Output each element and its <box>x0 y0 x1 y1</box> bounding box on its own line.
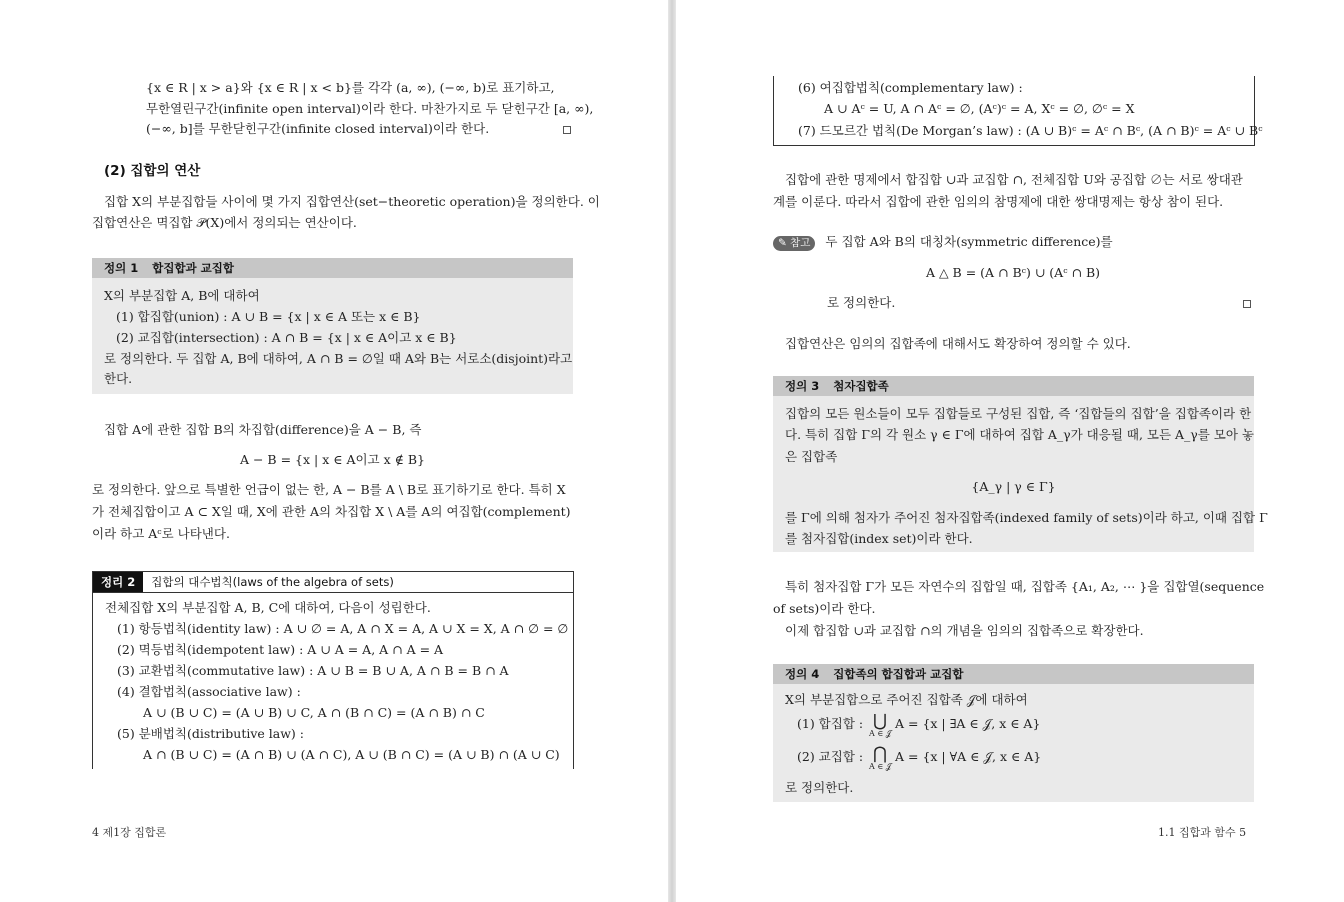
indexed-family-formula: {A_γ | γ ∈ Γ} <box>971 479 1056 494</box>
symmetric-difference-formula: A △ B = (A ∩ Bᶜ) ∪ (Aᶜ ∩ B) <box>925 265 1101 280</box>
theorem-law-line: (5) 분배법칙(distributive law) : <box>117 726 304 741</box>
sequence-line: 특히 첨자집합 Γ가 모든 자연수의 집합일 때, 집합족 {A₁, A₂, ⋯ }을 집합열(sequence <box>785 579 1265 594</box>
union-label: (1) 합집합 : <box>797 716 864 731</box>
sequence-line: of sets)이라 한다. <box>773 601 876 616</box>
end-of-proof-mark <box>563 126 571 134</box>
theorem-line: 전체집합 X의 부분집합 A, B, C에 대하여, 다음이 성립한다. <box>105 600 431 615</box>
definition-title: 집합족의 합집합과 교집합 <box>833 667 964 681</box>
definition-4-body <box>773 684 1254 802</box>
page-gutter <box>668 0 676 902</box>
definition-line: 를 첨자집합(index set)이라 한다. <box>785 531 973 546</box>
theorem-law-line: (1) 항등법칙(identity law) : A ∪ ∅ = A, A ∩ X = A, A ∪ X = X, A ∩ ∅ = ∅ <box>117 621 569 636</box>
definition-4-header <box>773 664 1254 684</box>
union-subscript: A ∈ 𝒥 <box>869 729 892 738</box>
page-footer: 1.1 집합과 함수 5 <box>1158 826 1247 839</box>
definition-line: (1) 합집합(union) : A ∪ B = {x | x ∈ A 또는 x ∈ B} <box>116 309 421 324</box>
theorem-law-formula: A ∪ (B ∪ C) = (A ∪ B) ∪ C, A ∩ (B ∩ C) = (A ∩ B) ∩ C <box>143 705 485 720</box>
definition-line: 집합의 모든 원소들이 모두 집합들로 구성된 집합, 즉 ‘집합들의 집합’을 집합족이라 한 <box>785 406 1252 421</box>
definition-line: 한다. <box>104 371 133 386</box>
definition-1-body <box>92 278 573 394</box>
difference-line: 이라 하고 Aᶜ로 나타낸다. <box>92 526 230 541</box>
duality-line: 계를 이룬다. 따라서 집합에 관한 임의의 참명제에 대한 쌍대명제는 항상 참이 된다. <box>773 194 1224 209</box>
theorem-law-line: (7) 드모르간 법칙(De Morgan’s law) : (A ∪ B)ᶜ = Aᶜ ∩ Bᶜ, (A ∩ B)ᶜ = Aᶜ ∪ Bᶜ <box>798 123 1263 138</box>
reference-note <box>773 233 1113 251</box>
definition-line: 다. 특히 집합 Γ의 각 원소 γ ∈ Γ에 대하여 집합 A_γ가 대응될 때, 모든 A_γ를 모아 놓 <box>785 427 1255 442</box>
definition-line: X의 부분집합 A, B에 대하여 <box>104 288 260 303</box>
section-title: (2) 집합의 연산 <box>104 163 201 179</box>
intersection-formula: A = {x | ∀A ∈ 𝒥, x ∈ A} <box>895 749 1042 764</box>
big-intersection-symbol: ⋂ <box>873 744 887 764</box>
theorem-law-formula: A ∩ (B ∪ C) = (A ∩ B) ∪ (A ∩ C), A ∪ (B ∩ C) = (A ∪ B) ∩ (A ∪ C) <box>143 747 560 762</box>
definition-line: 은 집합족 <box>785 449 838 464</box>
theorem-law-formula: A ∪ Aᶜ = U, A ∩ Aᶜ = ∅, (Aᶜ)ᶜ = A, Xᶜ = ∅, ∅ᶜ = X <box>824 101 1135 116</box>
intro-line: 무한열린구간(infinite open interval)이라 한다. 마찬가지로 두 닫힌구간 [a, ∞), <box>146 101 594 116</box>
extension-text: 집합연산은 임의의 집합족에 대해서도 확장하여 정의할 수 있다. <box>785 336 1131 351</box>
definition-line: 를 Γ에 의해 첨자가 주어진 첨자집합족(indexed family of sets)이라 하고, 이때 집합 Γ <box>785 510 1268 525</box>
section-text-line: 집합연산은 멱집합 𝒫(X)에서 정의되는 연산이다. <box>92 215 357 230</box>
theorem-law-line: (6) 여집합법칙(complementary law) : <box>798 80 1023 95</box>
definition-3-header <box>773 376 1254 396</box>
reference-end: 로 정의한다. <box>827 295 896 310</box>
sequence-line: 이제 합집합 ∪과 교집합 ∩의 개념을 임의의 집합족으로 확장한다. <box>785 623 1144 638</box>
theorem-title: 집합의 대수법칙(laws of the algebra of sets) <box>151 575 394 589</box>
section-text-line: 집합 X의 부분집합들 사이에 몇 가지 집합연산(set−theoretic operation)을 정의한다. 이 <box>104 194 600 209</box>
reference-badge: ✎ 참고 <box>773 236 815 251</box>
theorem-2-header <box>93 572 394 592</box>
theorem-law-line: (4) 결합법칙(associative law) : <box>117 684 301 699</box>
big-union-symbol: ⋃ <box>873 711 887 731</box>
definition-1-header <box>92 258 573 278</box>
intersection-subscript: A ∈ 𝒥 <box>869 762 892 771</box>
theorem-law-line: (3) 교환법칙(commutative law) : A ∪ B = B ∪ A, A ∩ B = B ∩ A <box>117 663 509 678</box>
theorem-header-rule <box>93 592 573 593</box>
intro-line: {x ∈ R | x > a}와 {x ∈ R | x < b}를 각각 (a, ∞), (−∞, b)로 표기하고, <box>146 80 555 95</box>
right-page <box>676 0 1344 902</box>
definition-number: 정의 4 <box>785 667 820 681</box>
reference-line: 두 집합 A와 B의 대칭차(symmetric difference)를 <box>825 234 1113 249</box>
union-formula: A = {x | ∃A ∈ 𝒥, x ∈ A} <box>895 716 1041 731</box>
difference-line: 로 정의한다. 앞으로 특별한 언급이 없는 한, A − B를 A \ B로 표기하기로 한다. 특히 X <box>92 482 566 497</box>
definition-line: (2) 교집합(intersection) : A ∩ B = {x | x ∈ A이고 x ∈ B} <box>116 330 457 345</box>
theorem-2-box <box>92 571 574 769</box>
left-page <box>0 0 668 902</box>
definition-number: 정의 3 <box>785 379 820 393</box>
intro-line: (−∞, b]를 무한닫힌구간(infinite closed interval)이라 한다. <box>146 121 490 136</box>
end-of-note-mark <box>1243 300 1251 308</box>
definition-3-body <box>773 396 1268 552</box>
definition-line: X의 부분집합으로 주어진 집합족 𝒥에 대하여 <box>785 692 1028 707</box>
definition-line: 로 정의한다. 두 집합 A, B에 대하여, A ∩ B = ∅일 때 A와 B는 서로소(disjoint)라고 <box>104 351 573 366</box>
theorem-2-continued-box <box>773 76 1263 146</box>
definition-number: 정의 1 <box>104 261 139 275</box>
intersection-label: (2) 교집합 : <box>797 749 864 764</box>
difference-formula: A − B = {x | x ∈ A이고 x ∉ B} <box>239 452 425 467</box>
theorem-number: 정리 2 <box>93 572 143 592</box>
definition-title: 합집합과 교집합 <box>152 261 235 275</box>
definition-title: 첨자집합족 <box>833 379 889 393</box>
theorem-law-line: (2) 멱등법칙(idempotent law) : A ∪ A = A, A ∩ A = A <box>117 642 444 657</box>
duality-line: 집합에 관한 명제에서 합집합 ∪과 교집합 ∩, 전체집합 U와 공집합 ∅는 서로 쌍대관 <box>785 172 1243 187</box>
difference-text: 집합 A에 관한 집합 B의 차집합(difference)을 A − B, 즉 <box>104 422 422 437</box>
definition-end: 로 정의한다. <box>785 780 854 795</box>
difference-line: 가 전체집합이고 A ⊂ X일 때, X에 관한 A의 차집합 X \ A를 A의 여집합(complement) <box>92 504 571 519</box>
page-footer: 4 제1장 집합론 <box>92 826 167 839</box>
